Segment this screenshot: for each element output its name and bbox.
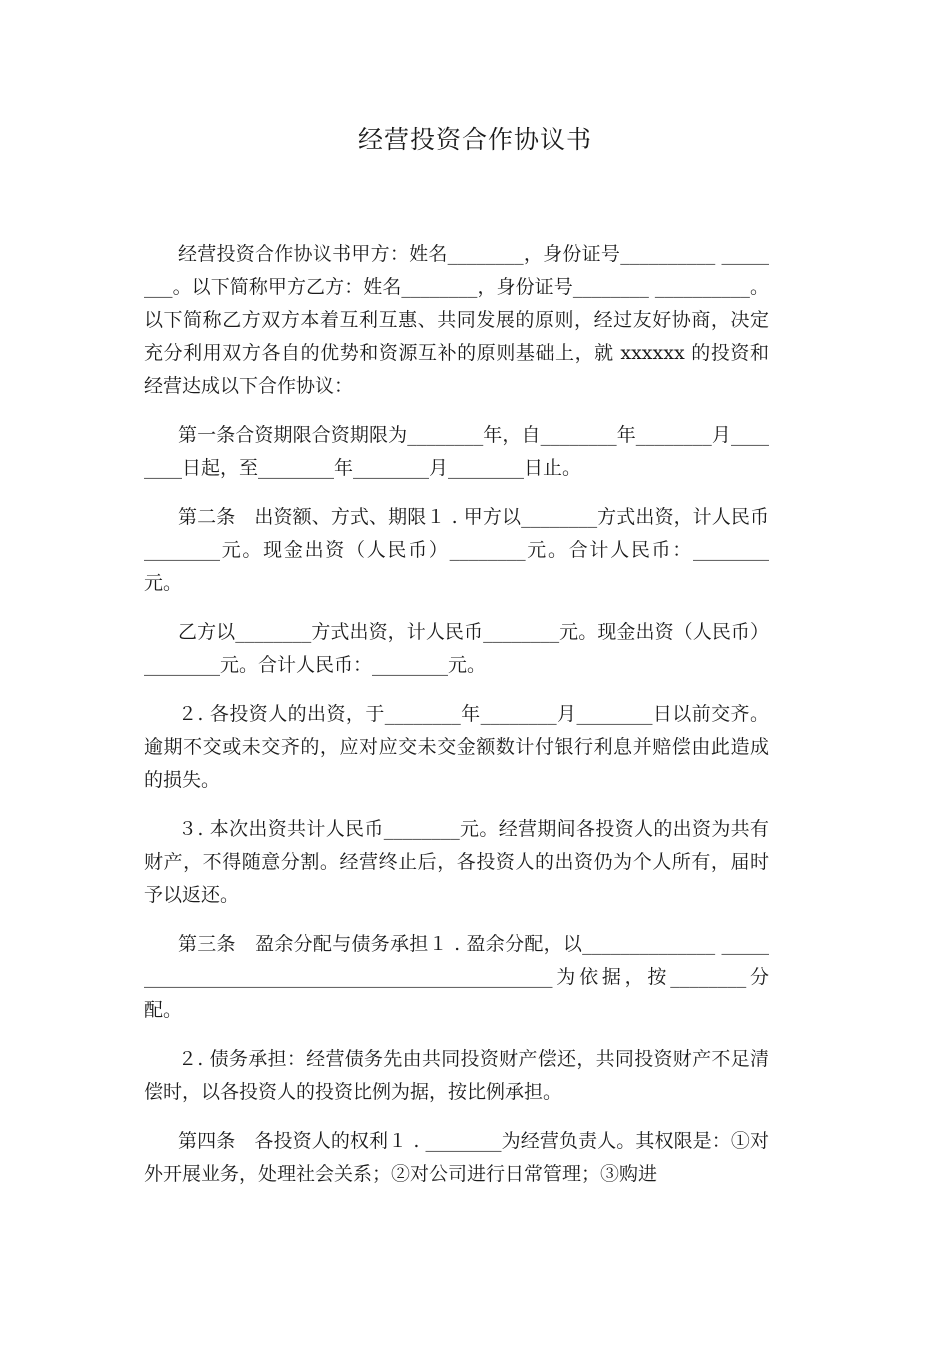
preamble-paragraph: 经营投资合作协议书甲方：姓名________，身份证号__________ ________。以下简称甲方乙方：姓名________，身份证号________ __________。以下简称乙方双方本着互利互惠、共同发展的原则，经过友好协商，决定充分利用双方各自的优势和资源互补的原则基础上，就 xxxxxx 的投资和经营达成以下合作协议： [144, 243, 769, 397]
article-3-clause-2-paragraph: ２. 债务承担：经营债务先由共同投资财产偿还，共同投资财产不足清偿时，以各投资人的投资比例为据，按比例承担。 [144, 1048, 769, 1103]
document-title: 经营投资合作协议书 [357, 125, 592, 154]
article-3-paragraph: 第三条 盈余分配与债务承担１ . 盈余分配，以______________ ________________________________________________为依据，按________分配。 [144, 933, 769, 1021]
article-2-paragraph: 第二条 出资额、方式、期限１ . 甲方以________方式出资，计人民币________元。现金出资（人民币）________元。合计人民币：________元。 [144, 506, 769, 594]
article-2-party-b-paragraph: 乙方以________方式出资，计人民币________元。现金出资（人民币）________元。合计人民币：________元。 [144, 621, 769, 676]
article-4-paragraph: 第四条 各投资人的权利１ . ________为经营负责人。其权限是：①对外开展业务，处理社会关系；②对公司进行日常管理；③购进 [144, 1130, 769, 1185]
article-2-clause-2-paragraph: ２. 各投资人的出资，于________年________月________日以前交齐。逾期不交或未交齐的，应对应交未交金额数计付银行利息并赔偿由此造成的损失。 [144, 703, 769, 791]
article-1-paragraph: 第一条合资期限合资期限为________年，自________年________月________日起，至________年________月________日止。 [144, 424, 769, 479]
document-body [144, 238, 769, 1207]
article-2-clause-3-paragraph: ３. 本次出资共计人民币________元。经营期间各投资人的出资为共有财产，不得随意分割。经营终止后，各投资人的出资仍为个人所有，届时予以返还。 [144, 818, 769, 906]
